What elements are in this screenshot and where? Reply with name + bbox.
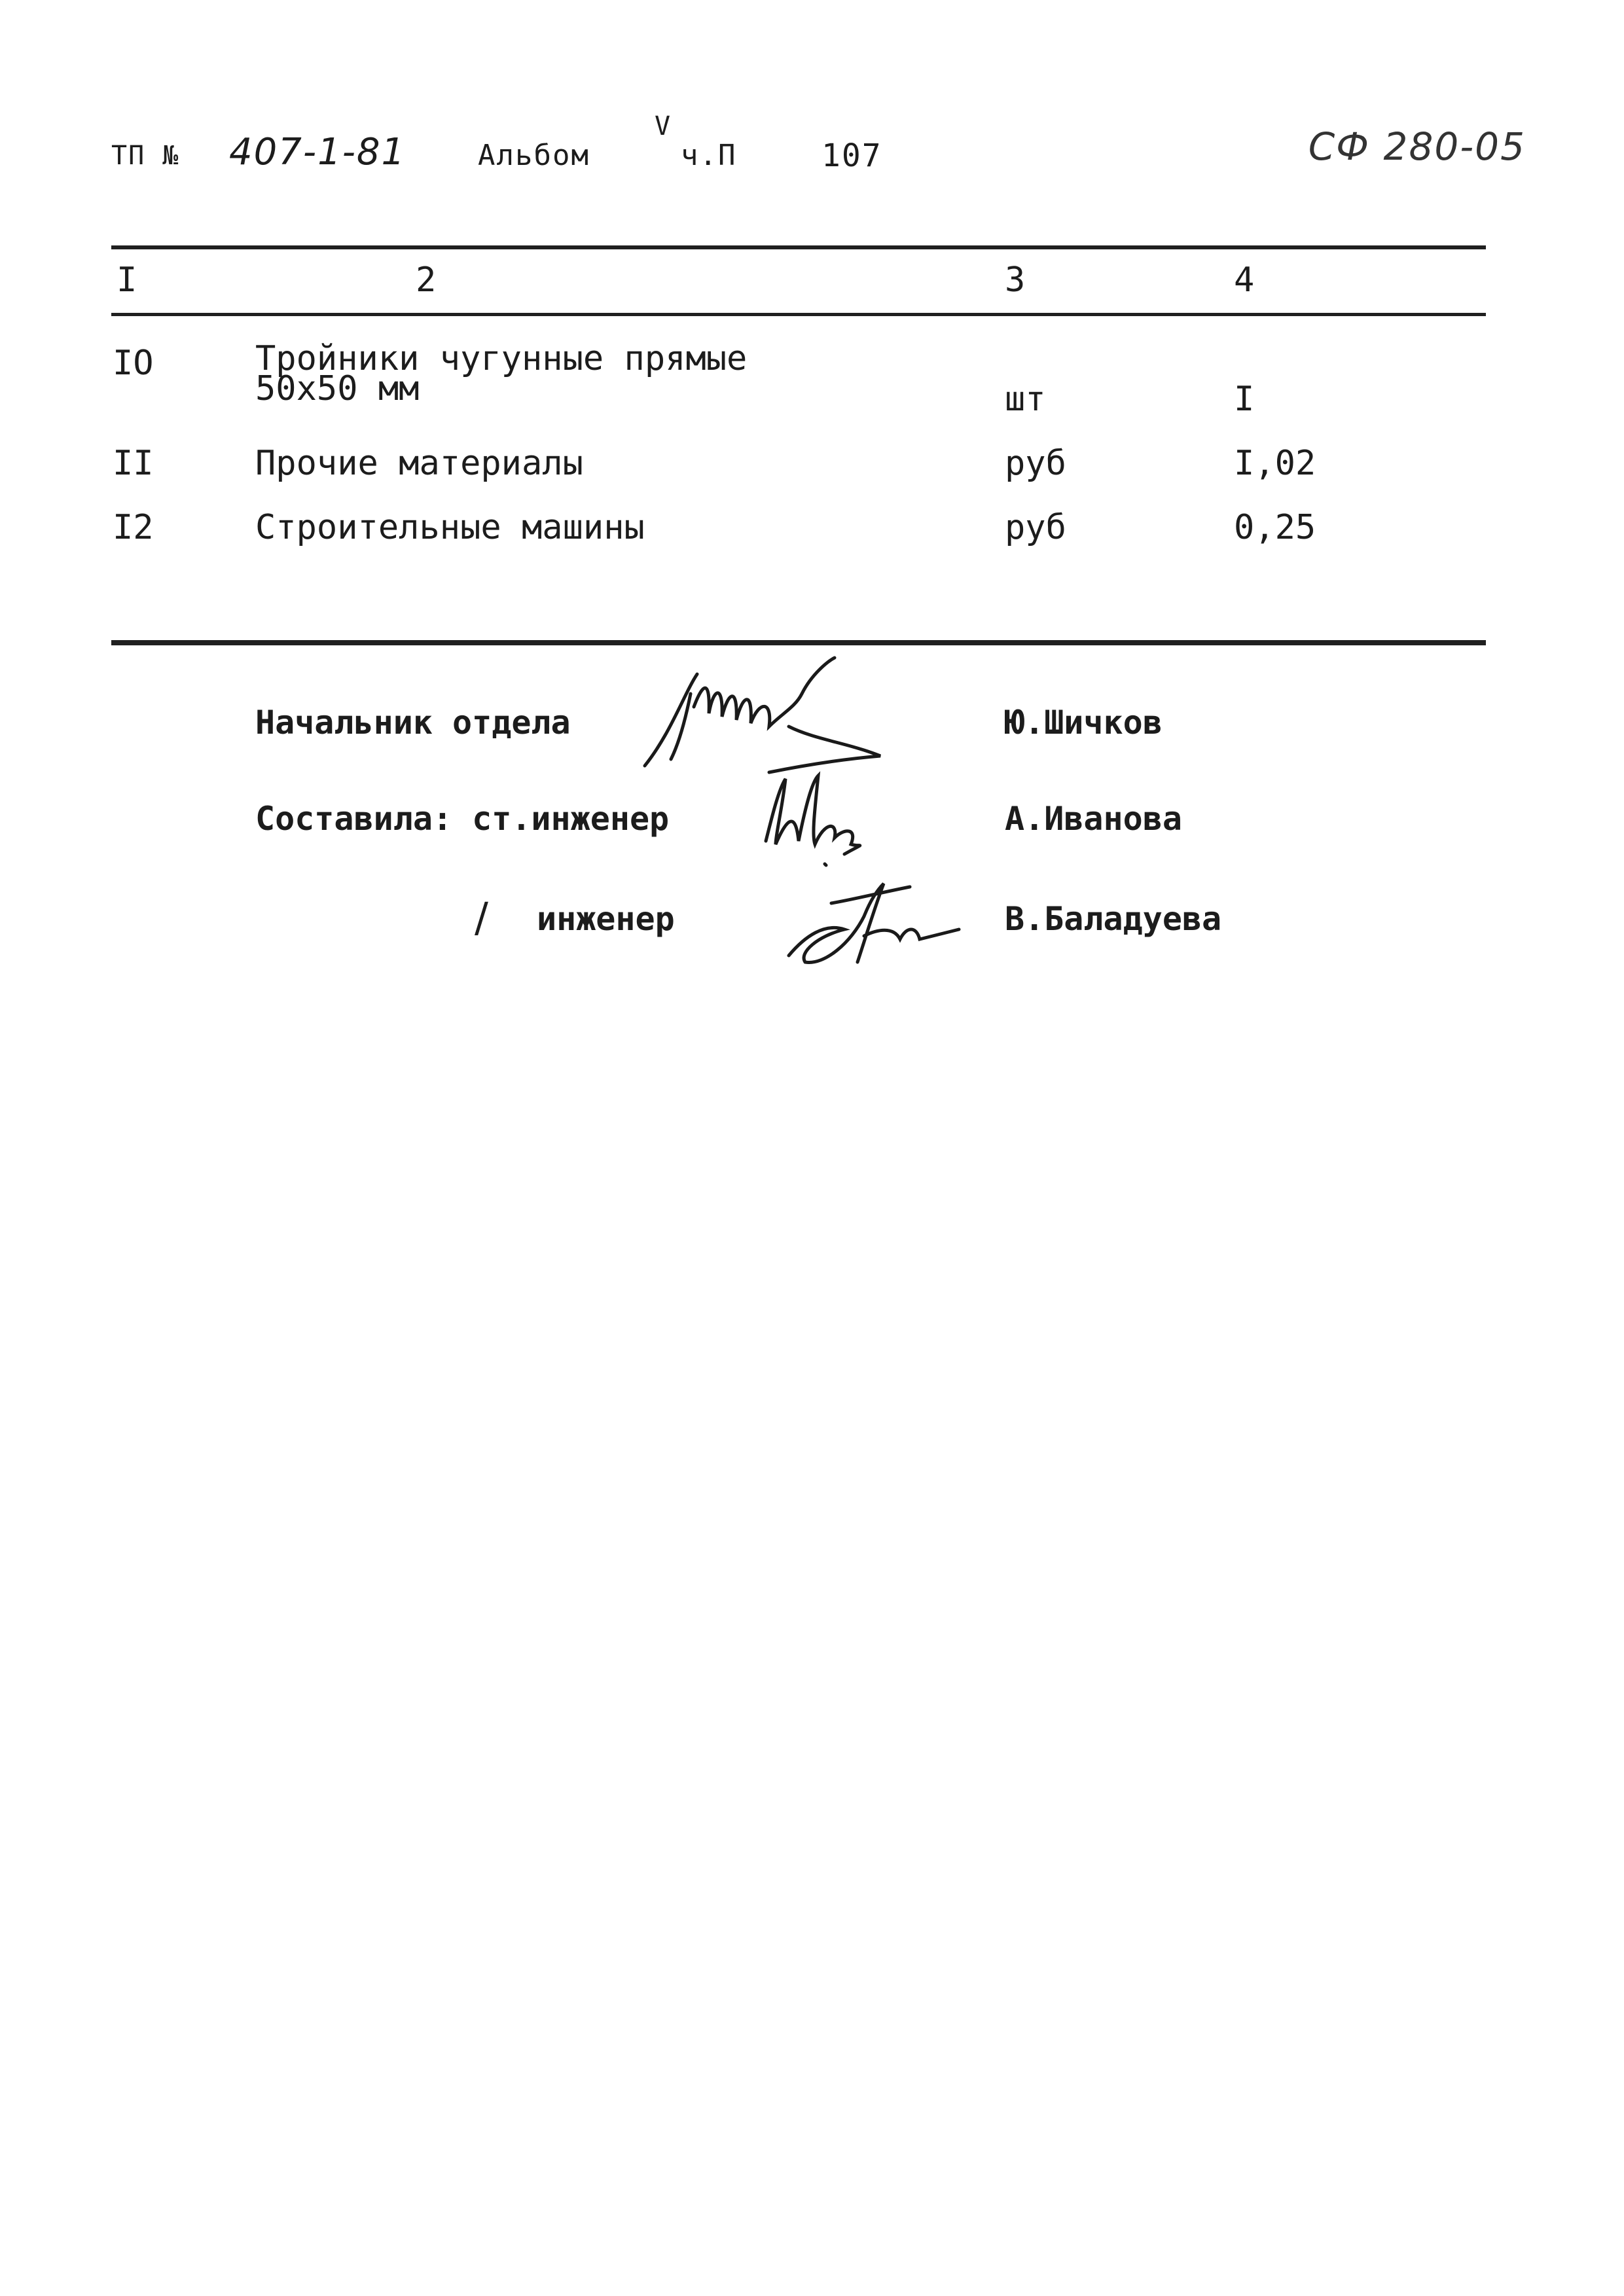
handwritten-signature-1 <box>632 655 933 779</box>
column-header-1: I <box>117 260 137 300</box>
row-number: II <box>113 444 154 483</box>
page-number: 107 <box>821 137 882 174</box>
compiler-name: А.Иванова <box>1005 800 1182 838</box>
engineer-name: В.Баладуева <box>1005 900 1222 938</box>
column-header-4: 4 <box>1234 260 1255 300</box>
column-header-3: 3 <box>1005 260 1026 300</box>
row-number: IO <box>113 344 154 383</box>
slash-mark: / <box>475 893 488 941</box>
row-name-line-1: Тройники чугунные прямые <box>255 339 748 378</box>
row-name: Прочие материалы <box>255 444 583 483</box>
row-quantity: I,02 <box>1234 444 1316 483</box>
row-number: I2 <box>113 508 154 547</box>
part-label: ч.П <box>681 139 737 172</box>
album-label: Альбом <box>478 139 590 172</box>
compiler-role: Составила: ст.инженер <box>255 800 670 838</box>
table-top-rule <box>111 245 1486 249</box>
sheet-code: СФ 280-05 <box>1308 124 1526 169</box>
row-unit: руб <box>1005 508 1066 547</box>
row-name <box>255 339 748 408</box>
project-number: 407-1-81 <box>229 131 406 173</box>
tp-label: ТП № <box>111 141 180 171</box>
column-header-2: 2 <box>416 260 437 300</box>
row-unit: руб <box>1005 444 1066 483</box>
head-name: Ю.Шичков <box>1005 704 1163 742</box>
table-header-rule <box>111 313 1486 316</box>
row-quantity: I <box>1234 380 1255 419</box>
row-name: Строительные машины <box>255 508 645 547</box>
handwritten-signature-3 <box>779 864 975 975</box>
row-name-line-2: 50x50 мм <box>255 369 420 408</box>
handwritten-signature-2 <box>746 769 890 867</box>
row-quantity: 0,25 <box>1234 508 1316 547</box>
table-bottom-rule <box>111 640 1486 645</box>
head-role: Начальник отдела <box>255 704 571 742</box>
engineer-role: инженер <box>537 900 675 938</box>
album-volume: V <box>655 111 672 141</box>
row-unit: шт <box>1005 380 1046 419</box>
